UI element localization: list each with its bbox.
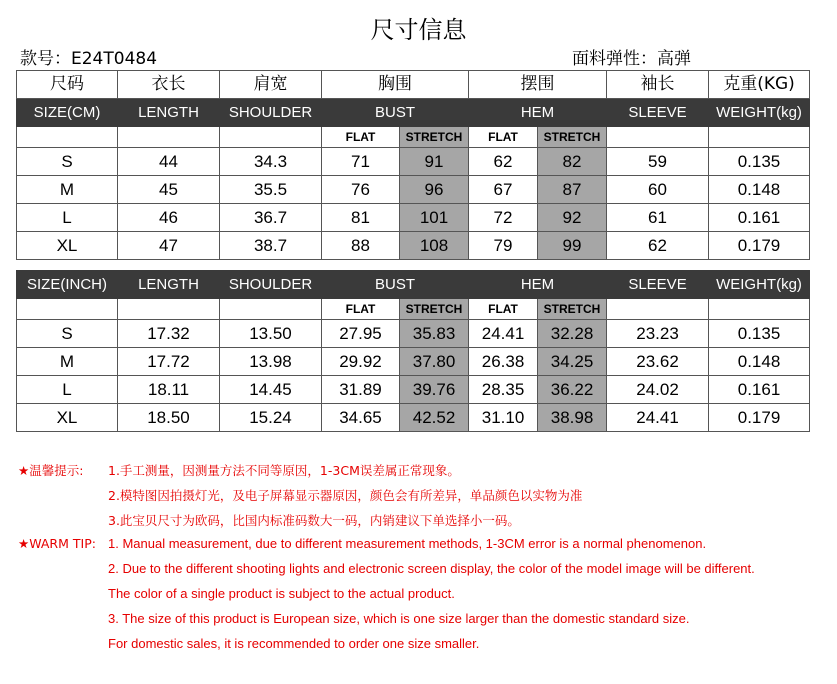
cn-header-size: 尺码	[17, 71, 118, 99]
sub-empty	[17, 299, 118, 320]
cell-hem-flat: 72	[469, 204, 538, 232]
cell-sleeve: 24.02	[607, 376, 709, 404]
sub-bust-flat: FLAT	[322, 127, 400, 148]
cell-hem-stretch: 99	[538, 232, 607, 260]
table-row	[17, 376, 810, 404]
cell-bust-stretch: 42.52	[400, 404, 469, 432]
warm-tip-cn-line: 3.此宝贝尺寸为欧码，比国内标准码数大一码，内销建议下单选择小一码。	[108, 513, 520, 528]
cell-size: L	[17, 204, 118, 232]
header-weight: WEIGHT(kg)	[709, 271, 810, 299]
sub-empty	[607, 299, 709, 320]
cell-size: XL	[17, 404, 118, 432]
table-row	[17, 404, 810, 432]
cell-hem-flat: 31.10	[469, 404, 538, 432]
cell-hem-stretch: 92	[538, 204, 607, 232]
cell-hem-flat: 26.38	[469, 348, 538, 376]
cell-sleeve: 61	[607, 204, 709, 232]
header-length: LENGTH	[118, 271, 220, 299]
sub-bust-flat: FLAT	[322, 299, 400, 320]
cell-bust-flat: 31.89	[322, 376, 400, 404]
sub-header-row	[17, 127, 810, 148]
warm-tip-label-cn: ★温馨提示:	[18, 463, 84, 478]
cell-hem-flat: 67	[469, 176, 538, 204]
page-title: 尺寸信息	[370, 16, 467, 44]
sub-empty	[118, 127, 220, 148]
cell-bust-flat: 34.65	[322, 404, 400, 432]
cell-length: 44	[118, 148, 220, 176]
cell-length: 18.11	[118, 376, 220, 404]
header-row	[17, 99, 810, 127]
cell-weight: 0.161	[709, 376, 810, 404]
style-number: 款号：E24T0484	[20, 49, 158, 69]
cell-hem-stretch: 34.25	[538, 348, 607, 376]
cell-sleeve: 23.62	[607, 348, 709, 376]
cell-weight: 0.135	[709, 148, 810, 176]
cell-size: S	[17, 148, 118, 176]
table-row	[17, 176, 810, 204]
cell-sleeve: 59	[607, 148, 709, 176]
sub-bust-stretch: STRETCH	[400, 299, 469, 320]
cell-bust-flat: 71	[322, 148, 400, 176]
header-hem: HEM	[469, 99, 607, 127]
cell-bust-stretch: 37.80	[400, 348, 469, 376]
warm-tip-en-line: 2. Due to the different shooting lights and electronic screen display, the color of the model image will be different.	[108, 561, 755, 576]
sub-hem-flat: FLAT	[469, 127, 538, 148]
sub-hem-flat: FLAT	[469, 299, 538, 320]
cell-bust-flat: 88	[322, 232, 400, 260]
fabric-elasticity: 面料弹性：高弹	[572, 49, 691, 69]
size-table-cm	[16, 70, 810, 260]
cell-hem-stretch: 87	[538, 176, 607, 204]
sub-empty	[220, 299, 322, 320]
cell-bust-flat: 29.92	[322, 348, 400, 376]
table-row	[17, 348, 810, 376]
sub-bust-stretch: STRETCH	[400, 127, 469, 148]
cell-hem-flat: 28.35	[469, 376, 538, 404]
cell-weight: 0.135	[709, 320, 810, 348]
cell-shoulder: 13.50	[220, 320, 322, 348]
cell-length: 18.50	[118, 404, 220, 432]
cell-size: S	[17, 320, 118, 348]
header-size: SIZE(INCH)	[17, 271, 118, 299]
chinese-header-row	[17, 71, 810, 99]
cell-bust-stretch: 108	[400, 232, 469, 260]
cell-bust-stretch: 101	[400, 204, 469, 232]
cell-length: 47	[118, 232, 220, 260]
cell-bust-flat: 27.95	[322, 320, 400, 348]
sub-empty	[709, 299, 810, 320]
header-row	[17, 271, 810, 299]
header-bust: BUST	[322, 271, 469, 299]
cn-header-shoulder: 肩宽	[220, 71, 322, 99]
header-size: SIZE(CM)	[17, 99, 118, 127]
size-table-inch	[16, 270, 810, 432]
warm-tip-cn-line: 2.模特图因拍摄灯光，及电子屏幕显示器原因，颜色会有所差异，单品颜色以实物为准	[108, 488, 583, 503]
cell-bust-flat: 76	[322, 176, 400, 204]
warm-tip-en-line: 1. Manual measurement, due to different measurement methods, 1-3CM error is a normal phenomenon.	[108, 536, 707, 551]
header-bust: BUST	[322, 99, 469, 127]
cell-length: 45	[118, 176, 220, 204]
cell-hem-flat: 62	[469, 148, 538, 176]
sub-empty	[118, 299, 220, 320]
cn-header-weight: 克重(KG)	[709, 71, 810, 99]
cell-hem-flat: 24.41	[469, 320, 538, 348]
cell-bust-stretch: 91	[400, 148, 469, 176]
cell-shoulder: 35.5	[220, 176, 322, 204]
warm-tip-label-en: ★WARM TIP:	[18, 536, 96, 551]
header-shoulder: SHOULDER	[220, 271, 322, 299]
sub-empty	[607, 127, 709, 148]
cell-hem-flat: 79	[469, 232, 538, 260]
cell-bust-stretch: 35.83	[400, 320, 469, 348]
cell-shoulder: 15.24	[220, 404, 322, 432]
cell-size: M	[17, 176, 118, 204]
cell-size: XL	[17, 232, 118, 260]
warm-tip-en-line: 3. The size of this product is European size, which is one size larger than the domestic standard size.	[108, 611, 690, 626]
header-sleeve: SLEEVE	[607, 271, 709, 299]
cell-hem-stretch: 36.22	[538, 376, 607, 404]
header-length: LENGTH	[118, 99, 220, 127]
cell-shoulder: 38.7	[220, 232, 322, 260]
cell-shoulder: 13.98	[220, 348, 322, 376]
cell-sleeve: 62	[607, 232, 709, 260]
cell-size: M	[17, 348, 118, 376]
cell-hem-stretch: 82	[538, 148, 607, 176]
sub-hem-stretch: STRETCH	[538, 299, 607, 320]
cell-weight: 0.161	[709, 204, 810, 232]
cell-hem-stretch: 38.98	[538, 404, 607, 432]
table-row	[17, 320, 810, 348]
warm-tip-cn-line: 1.手工测量，因测量方法不同等原因，1-3CM误差属正常现象。	[108, 463, 460, 478]
cell-weight: 0.148	[709, 348, 810, 376]
header-sleeve: SLEEVE	[607, 99, 709, 127]
cell-size: L	[17, 376, 118, 404]
cell-bust-stretch: 39.76	[400, 376, 469, 404]
cell-shoulder: 34.3	[220, 148, 322, 176]
cell-hem-stretch: 32.28	[538, 320, 607, 348]
cell-weight: 0.148	[709, 176, 810, 204]
cn-header-length: 衣长	[118, 71, 220, 99]
warm-tip-en-line: The color of a single product is subject to the actual product.	[108, 586, 455, 601]
sub-empty	[709, 127, 810, 148]
table-row	[17, 204, 810, 232]
cell-sleeve: 24.41	[607, 404, 709, 432]
sub-empty	[220, 127, 322, 148]
sub-empty	[17, 127, 118, 148]
cell-weight: 0.179	[709, 232, 810, 260]
cn-header-hem: 摆围	[469, 71, 607, 99]
cell-sleeve: 60	[607, 176, 709, 204]
cell-shoulder: 14.45	[220, 376, 322, 404]
sub-hem-stretch: STRETCH	[538, 127, 607, 148]
cell-weight: 0.179	[709, 404, 810, 432]
table-row	[17, 232, 810, 260]
sub-header-row	[17, 299, 810, 320]
cell-sleeve: 23.23	[607, 320, 709, 348]
cell-length: 17.32	[118, 320, 220, 348]
cn-header-sleeve: 袖长	[607, 71, 709, 99]
table-row	[17, 148, 810, 176]
header-hem: HEM	[469, 271, 607, 299]
cell-bust-stretch: 96	[400, 176, 469, 204]
header-shoulder: SHOULDER	[220, 99, 322, 127]
warm-tip-en-line: For domestic sales, it is recommended to order one size smaller.	[108, 636, 480, 651]
cell-bust-flat: 81	[322, 204, 400, 232]
cn-header-bust: 胸围	[322, 71, 469, 99]
cell-shoulder: 36.7	[220, 204, 322, 232]
header-weight: WEIGHT(kg)	[709, 99, 810, 127]
cell-length: 46	[118, 204, 220, 232]
cell-length: 17.72	[118, 348, 220, 376]
